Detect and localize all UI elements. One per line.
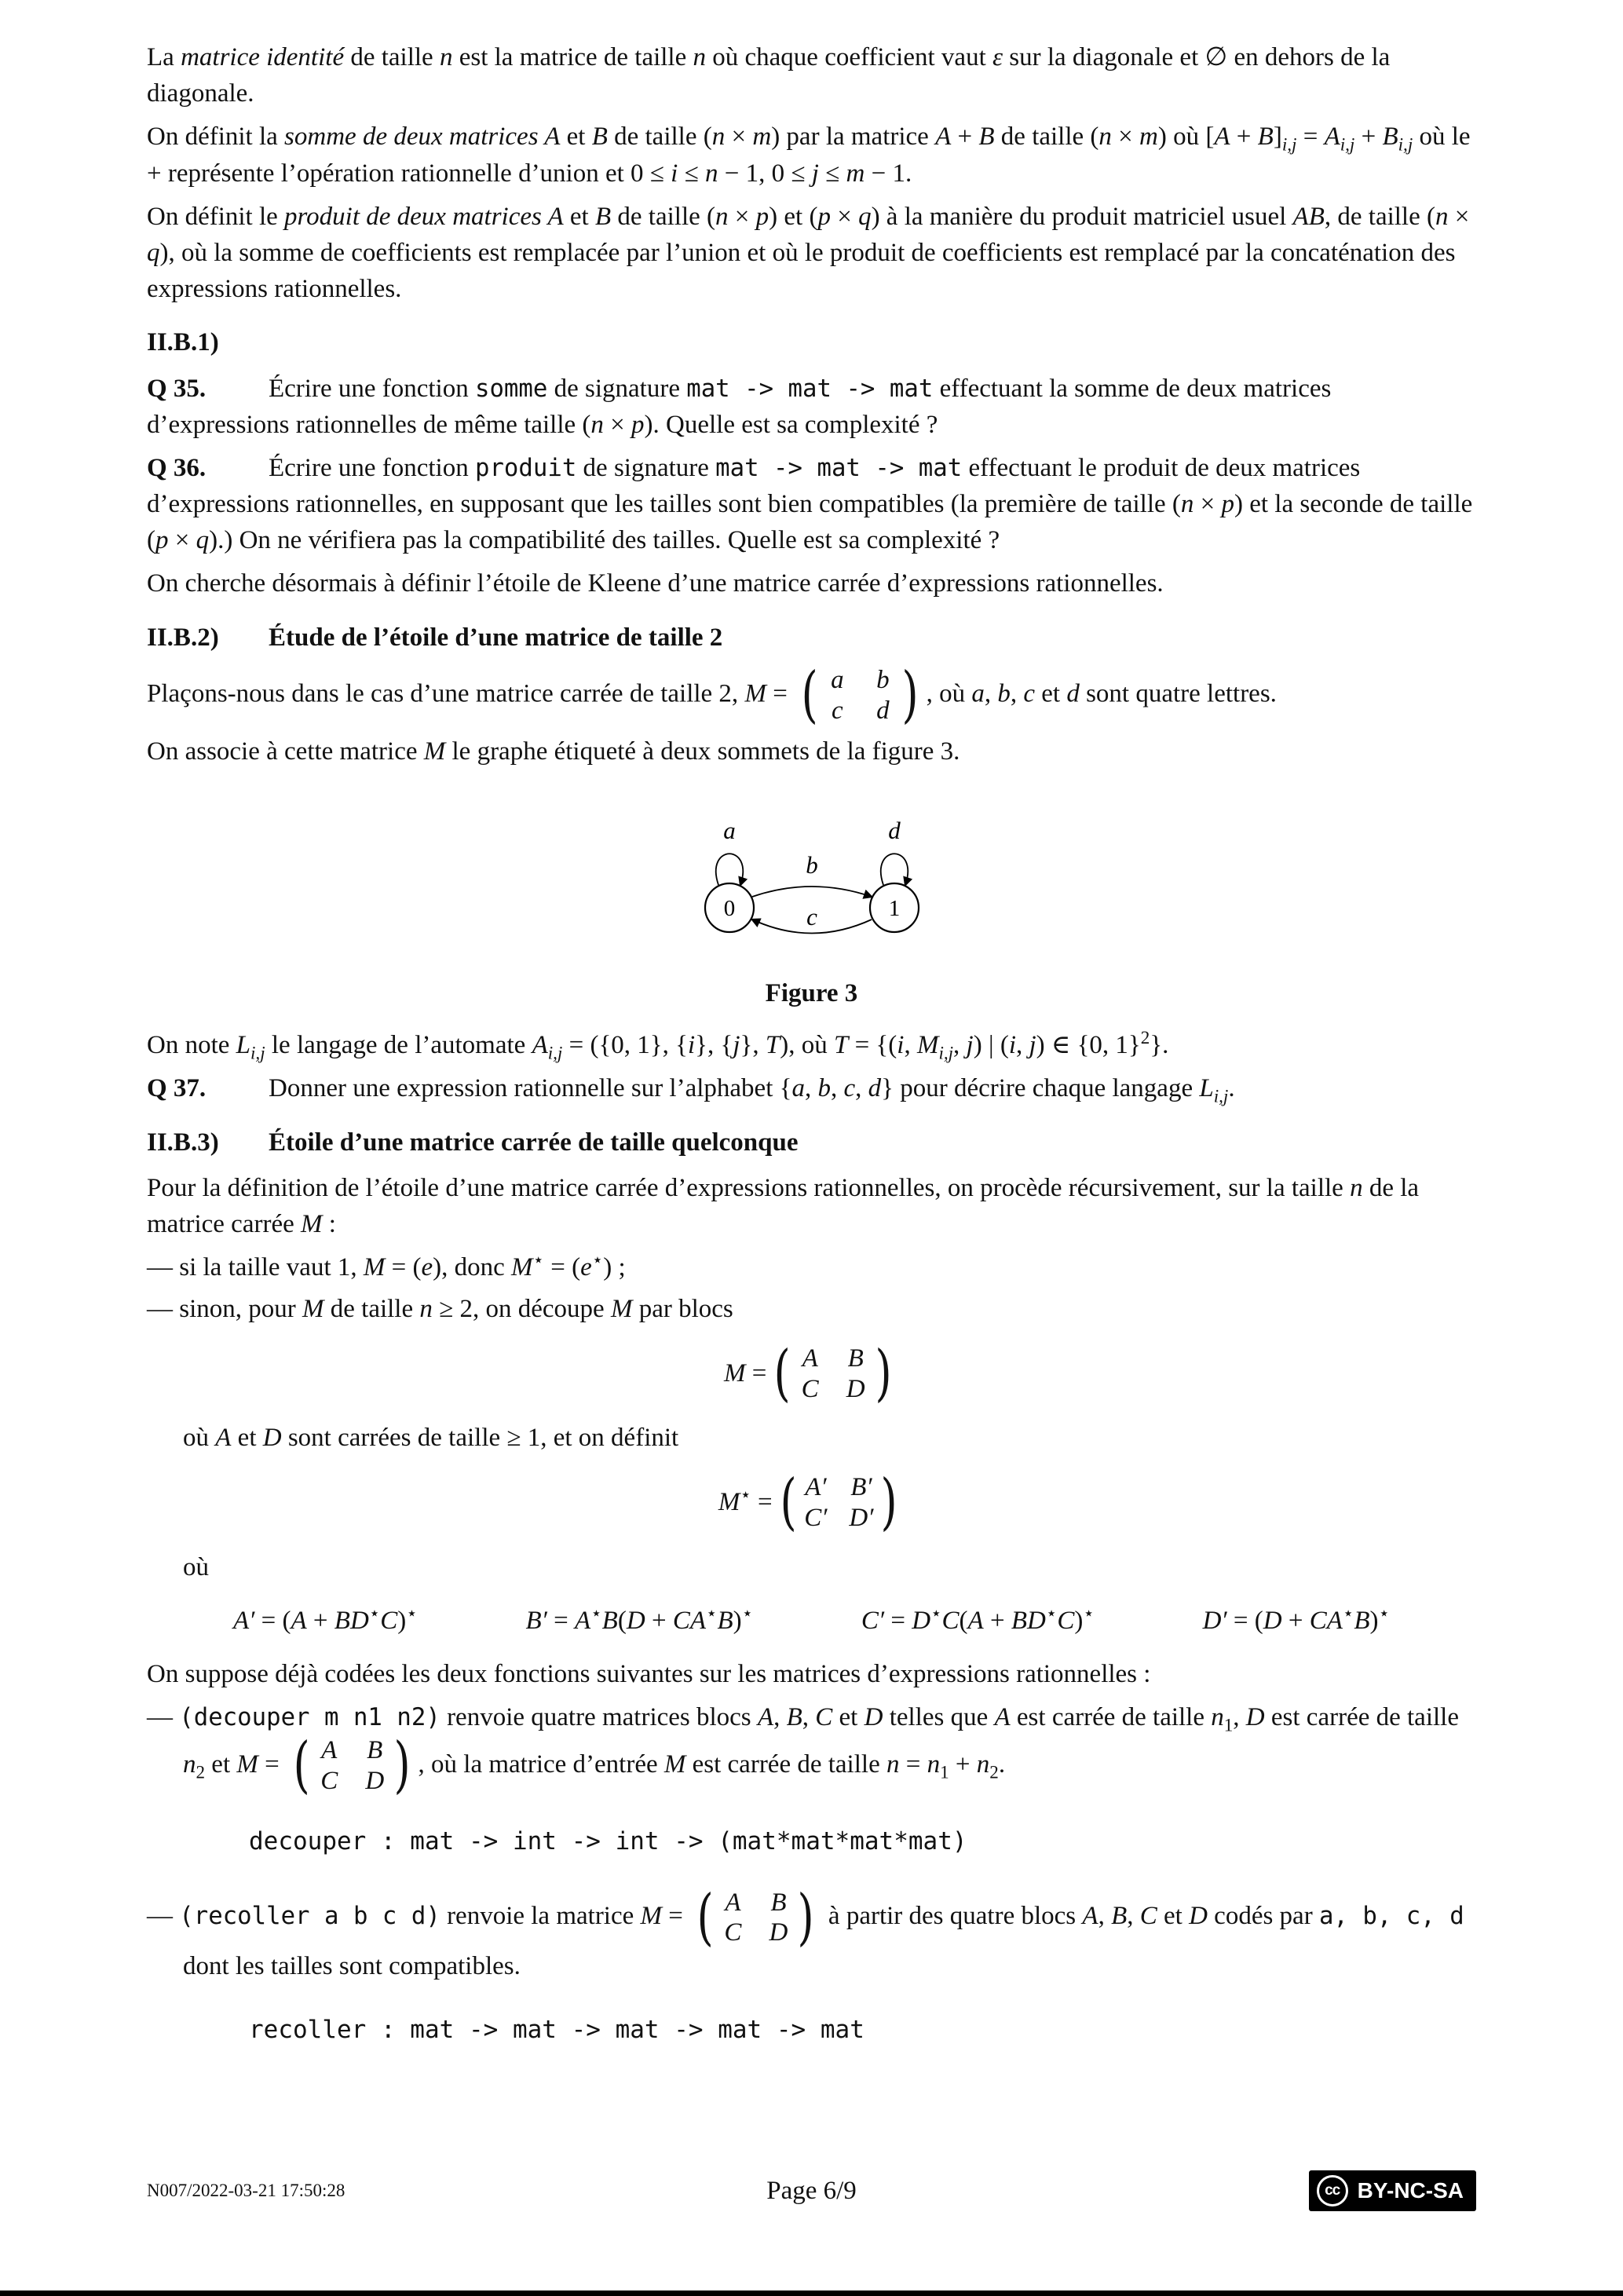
text-before-matrix: — (recoller a b c d) renvoie la matrice M = — [147, 1902, 690, 1931]
edge-0-to-1 — [752, 887, 872, 897]
section-number: II.B.2) — [147, 623, 219, 652]
left-paren: ( — [293, 1730, 310, 1801]
paragraph-produit: On définit le produit de deux matrices A et B de taille (n × p) et (p × q) à la manière du produit matriciel usuel AB, de taille (n × q), où la somme de coefficients est remplacée par l’union et où le produit de coefficients est remplacé par la concaténation des expressions rationnelles. — [147, 202, 1470, 304]
page-bottom-edge — [0, 2291, 1623, 2296]
section-heading-iib1: II.B.1) — [147, 328, 219, 357]
list-item-recoller — [147, 1881, 1476, 1985]
footer-doc-id: N007/2022-03-21 17:50:28 — [147, 2181, 345, 2200]
matrix-cell: b — [876, 665, 890, 694]
matrix-cell: B — [367, 1736, 383, 1765]
left-paren: ( — [801, 659, 818, 730]
license-badge — [1309, 2170, 1476, 2211]
equation-lhs: M = — [724, 1359, 767, 1388]
equation-A-prime: A′ = (A + BD⋆C)⋆ — [233, 1602, 418, 1635]
figure-caption: Figure 3 — [765, 979, 858, 1008]
matrix-cell: C′ — [804, 1503, 828, 1532]
question-label: Q 37. — [147, 1074, 207, 1103]
left-paren: ( — [696, 1881, 714, 1953]
paragraph-note-langage: On note $L_{i,j}$ le langage de l’automate $A_{i,j} = (\{0$, 1}, {i}, {j}, T), où T = {(i, $M_{i,j}$, j) | (i, j) ∈ {0, 1}$^2$}. — [147, 1027, 1169, 1063]
section-title: Étoile d’une matrice carrée de taille quelconque — [269, 1128, 799, 1157]
paragraph-somme: On définit la somme de deux matrices A et B de taille (n × m) par la matrice A + B de taille (n × m) où $[A + B]_{i,j} = A_{i,j} + B_{i,j}$ où le + représente l’opération rationnelle d’union et 0 ≤ i ≤ n − 1, 0 ≤ j ≤ m − 1. — [147, 122, 1471, 188]
self-loop-1 — [880, 854, 907, 885]
matrix-blocks — [693, 1881, 818, 1953]
equation-primes-row — [147, 1603, 1476, 1639]
matrix-cell: c — [832, 696, 843, 725]
matrix-cell: A — [725, 1888, 741, 1917]
equation-D-prime: D′ = (D + CA⋆B)⋆ — [1202, 1602, 1390, 1635]
section-heading-iib3 — [147, 1124, 1476, 1161]
matrix-cell: d — [876, 696, 890, 725]
question-36 — [147, 450, 1476, 559]
equation-Mstar-blocks — [147, 1466, 1476, 1537]
matrix-primes — [777, 1466, 901, 1537]
question-35 — [147, 371, 1476, 443]
text-after-matrix: à partir des quatre blocs A, B, C et D codés par a, b, c, d dont les tailles sont compatibles. — [183, 1902, 1464, 1981]
paragraph-suppose: On suppose déjà codées les deux fonctions suivantes sur les matrices d’expressions rationnelles : — [147, 1659, 1151, 1688]
figure-3 — [147, 790, 1476, 1011]
section-number: II.B.3) — [147, 1128, 219, 1157]
matrix-blocks — [770, 1337, 895, 1409]
footer-page-number: Page 6/9 — [766, 2176, 857, 2205]
right-paren: ) — [797, 1881, 815, 1953]
text-after-matrix: , où la matrice d’entrée M est carrée de taille $n = n_1 + n_2$. — [418, 1749, 1006, 1782]
equation-C-prime: C′ = D⋆C(A + BD⋆C)⋆ — [861, 1602, 1095, 1635]
matrix-cell: C — [801, 1374, 819, 1403]
matrix-letters — [798, 659, 923, 730]
state-0-label: 0 — [723, 895, 735, 921]
question-text: Écrire une fonction produit de signature mat -> mat -> mat effectuant le produit de deux matrices d’expressions rationnelles, en supposant que les tailles sont bien compatibles (la première de taille (n × p) et la seconde de taille (p × q).) On ne vérifiera pas la compatibilité des tailles. Quelle est sa complexité ? — [147, 453, 1473, 555]
matrix-cell: A′ — [805, 1472, 827, 1501]
matrix-cell: B′ — [850, 1472, 872, 1501]
list-item-taille1: — si la taille vaut 1, M = (e), donc M⋆ = (e⋆) ; — [147, 1249, 626, 1282]
text-before-matrix: — (decouper m n1 n2) renvoie quatre matrices blocs A, B, C et D telles que A est carrée de taille $n_1$, D est carrée de taille $n_2$ et M = — [147, 1703, 1459, 1782]
paragraph-associe: On associe à cette matrice M le graphe étiqueté à deux sommets de la figure 3. — [147, 737, 960, 766]
section-title: Étude de l’étoile d’une matrice de taille 2 — [269, 623, 723, 652]
code-recoller-signature: recoller : mat -> mat -> mat -> mat -> mat — [249, 2015, 865, 2044]
question-text: Donner une expression rationnelle sur l’alphabet {a, b, c, d} pour décrire chaque langage $L_{i,j}$. — [269, 1074, 1235, 1107]
page-footer — [147, 2170, 1476, 2211]
loop-0-label: a — [722, 816, 736, 844]
paragraph-recursif: Pour la définition de l’étoile d’une matrice carrée d’expressions rationnelles, on procède récursivement, sur la taille n de la matrice carrée M : — [147, 1173, 1420, 1238]
matrix-cell: D — [769, 1918, 788, 1947]
state-1-label: 1 — [888, 895, 900, 921]
matrix-cell: B — [770, 1888, 787, 1917]
matrix-cell: D — [365, 1767, 385, 1796]
loop-1-label: d — [887, 816, 901, 844]
paragraph-ou: où — [183, 1552, 209, 1581]
matrix-cell: A — [802, 1344, 818, 1373]
text-after-matrix: , où a, b, c et d sont quatre lettres. — [926, 679, 1277, 708]
edge-b-label: b — [805, 850, 818, 879]
question-label: Q 36. — [147, 453, 207, 482]
left-paren: ( — [773, 1337, 791, 1409]
edge-c-label: c — [806, 902, 817, 930]
code-decouper-signature: decouper : mat -> int -> int -> (mat*mat*mat*mat) — [249, 1827, 967, 1856]
matrix-cell: C — [320, 1767, 338, 1796]
matrix-cell: D′ — [849, 1503, 874, 1532]
question-label: Q 35. — [147, 374, 207, 403]
paragraph-kleene: On cherche désormais à définir l’étoile de Kleene d’une matrice carrée d’expressions rationnelles. — [147, 569, 1164, 598]
matrix-cell: D — [846, 1374, 865, 1403]
equation-B-prime: B′ = A⋆B(D + CA⋆B)⋆ — [525, 1602, 754, 1635]
equation-lhs: M⋆ = — [718, 1484, 773, 1517]
question-text: Écrire une fonction somme de signature mat -> mat -> mat effectuant la somme de deux matrices d’expressions rationnelles de même taille (n × p). Quelle est sa complexité ? — [147, 374, 1332, 439]
list-item-sinon: — sinon, pour M de taille n ≥ 2, on découpe M par blocs — [147, 1295, 733, 1324]
automaton-diagram — [643, 790, 981, 959]
question-37 — [147, 1070, 1476, 1106]
paragraph-identity: La matrice identité de taille n est la matrice de taille n où chaque coefficient vaut ε sur la diagonale et ∅ en dehors de la diagonale. — [147, 43, 1391, 108]
text-before-matrix: Plaçons-nous dans le cas d’une matrice carrée de taille 2, M = — [147, 679, 795, 708]
right-paren: ) — [875, 1337, 892, 1409]
paragraph-placons — [147, 659, 1476, 730]
matrix-blocks — [290, 1730, 415, 1801]
right-paren: ) — [880, 1466, 897, 1537]
self-loop-0 — [715, 854, 742, 885]
matrix-cell: B — [847, 1344, 864, 1373]
equation-M-blocks — [147, 1337, 1476, 1409]
right-paren: ) — [393, 1730, 411, 1801]
right-paren: ) — [901, 659, 919, 730]
section-heading-iib2 — [147, 620, 1476, 656]
paragraph-ou-carrees: où A et D sont carrées de taille ≥ 1, et on définit — [183, 1424, 679, 1453]
cc-icon: cc — [1317, 2175, 1348, 2206]
left-paren: ( — [780, 1466, 797, 1537]
matrix-cell: A — [321, 1736, 338, 1765]
matrix-cell: a — [831, 665, 844, 694]
matrix-cell: C — [724, 1918, 742, 1947]
list-item-decouper — [147, 1699, 1476, 1801]
license-label: BY-NC-SA — [1357, 2178, 1464, 2203]
